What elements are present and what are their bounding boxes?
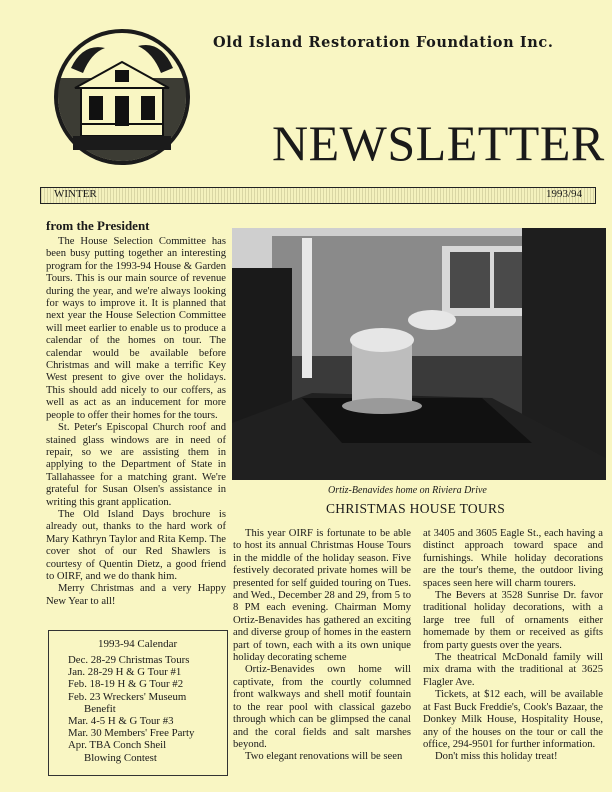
- president-paragraph: The House Selection Committee has been busy putting together an interesting program for the 1993-94 House & Garden Tours. This is our main source of revenue during the year, and we're always looking for ways to improve it. It is planned that next year the House Selection Committee will meet earlier to enable us to produce a calendar of the homes on tour. The calendar would be available before Christmas and will make a terrific Key West present to give over the holidays. This should add nicely to our coffers, as well as act as an inducement for more people to offer their homes for the tours.: [46, 236, 226, 421]
- house-photo: [232, 228, 606, 480]
- christmas-paragraph: This year OIRF is fortunate to be able to host its annual Christmas House Tours in the middle of the holiday season. Five festively decorated private homes will be presented for self guided touring on Tues. and Wed., December 28 and 29, from 5 to 8 PM each evening. Chairman Momy Ortiz-Benavides has gathered an exciting and diverse group of homes in the eastern part of town, each with a its own unique holiday decorating scheme: [233, 528, 411, 664]
- issue-band: [40, 187, 596, 204]
- christmas-heading: CHRISTMAS HOUSE TOURS: [326, 501, 506, 516]
- house-logo: [53, 28, 191, 166]
- christmas-column-1: [233, 528, 411, 764]
- calendar-item: Jan. 28-29 H & G Tour #1: [68, 666, 182, 679]
- president-paragraph: St. Peter's Episcopal Church roof and stained glass windows are in need of repair, so we are assisting them in applying to the Department of State in Tallahassee for a matching grant. We're grateful for Susan Olsen's assistance in writing this grant application.: [46, 422, 226, 508]
- calendar-item: Dec. 28-29 Christmas Tours: [68, 654, 190, 666]
- calendar-item: Blowing Contest: [84, 751, 157, 764]
- issue-season: WINTER: [54, 188, 97, 200]
- calendar-item: Feb. 18-19 H & G Tour #2: [68, 678, 184, 691]
- calendar-item: Mar. 30 Members' Free Party: [68, 727, 195, 740]
- calendar-item: Feb. 23 Wreckers' Museum: [68, 690, 187, 703]
- calendar-title: 1993-94 Calendar: [98, 638, 178, 650]
- calendar-item: Mar. 4-5 H & G Tour #3: [68, 715, 174, 728]
- christmas-paragraph: The theatrical McDonald family will mix drama with the traditional at 3625 Flagler Ave.: [423, 652, 603, 688]
- christmas-paragraph: Tickets, at $12 each, will be available at Fast Buck Freddie's, Cook's Bazaar, the Donkey Milk House, Hospitality House, any of the houses on the tour or call the office, 294-9501 for further information.: [423, 689, 603, 750]
- photo-caption: Ortiz-Benavides home on Riviera Drive: [328, 485, 487, 496]
- christmas-paragraph: Two elegant renovations will be seen: [245, 751, 403, 763]
- calendar-list: [68, 654, 194, 764]
- christmas-paragraph: Ortiz-Benavides own home will captivate, from the courtly columned front walkways and shell motif fountain to the rear pool with classical gazebo through which can be glimpsed the canal and the coral fields and salt marshes beyond.: [233, 664, 411, 750]
- calendar-item: Benefit: [84, 702, 116, 715]
- organization-name: Old Island Restoration Foundation Inc.: [213, 34, 554, 51]
- issue-year: 1993/94: [546, 188, 583, 200]
- christmas-column-2: [423, 528, 603, 764]
- christmas-paragraph: The Bevers at 3528 Sunrise Dr. favor traditional holiday decorations, with a large tree full of ornaments either homemade by them or received as gifts from party guests over the years.: [423, 590, 603, 651]
- president-heading: from the President: [46, 218, 150, 233]
- christmas-paragraph: at 3405 and 3605 Eagle St., each having a distinct approach toward space and furnishings. While holiday decorations are the tour's theme, the outdoor living spaces seen here will charm tourers.: [423, 528, 603, 589]
- newsletter-title: NEWSLETTER: [272, 115, 605, 171]
- calendar-item: Apr. TBA Conch Sheil: [68, 739, 167, 752]
- christmas-paragraph: Don't miss this holiday treat!: [435, 751, 558, 763]
- president-article: [46, 236, 226, 608]
- president-paragraph: The Old Island Days brochure is already out, thanks to the hard work of Mary Kathryn Taylor and Rita Kemp. The cover shot of our Red Shawlers is courtesy of Quentin Dietz, a good friend to OIRF, and we do thank him.: [46, 508, 226, 582]
- president-paragraph: Merry Christmas and a very Happy New Year to all!: [46, 583, 226, 607]
